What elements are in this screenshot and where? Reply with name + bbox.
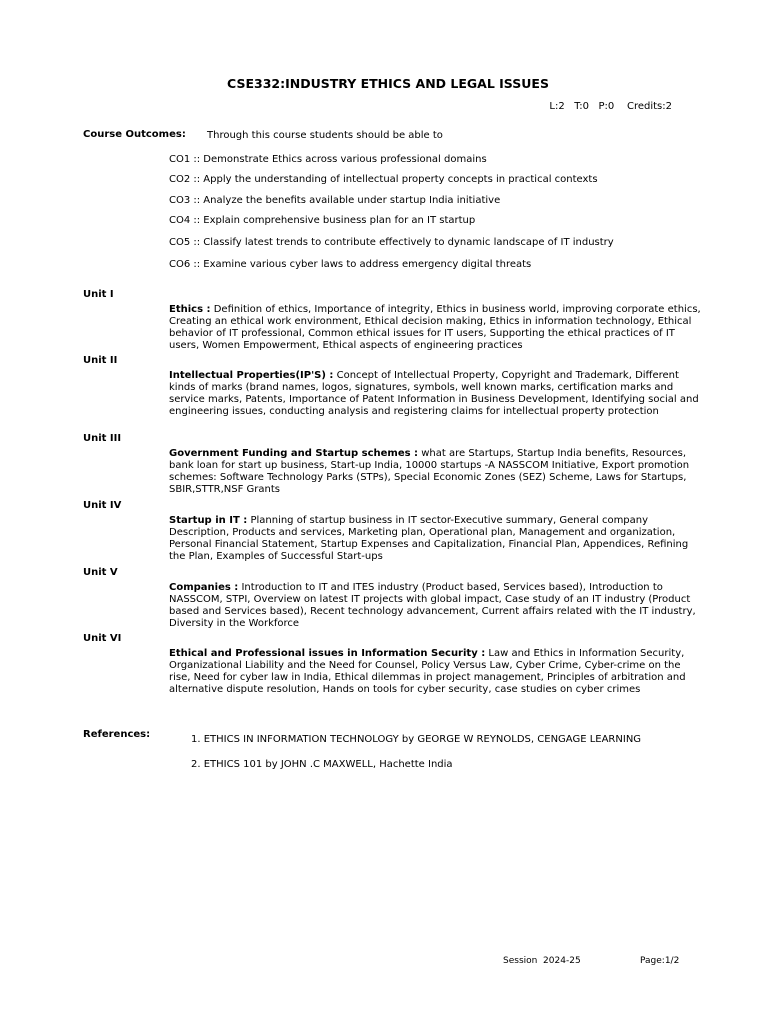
unit-label: Unit II: [83, 355, 118, 366]
course-outcome-item: CO5 :: Classify latest trends to contribute effectively to dynamic landscape of IT industry: [169, 237, 614, 248]
unit-label: Unit I: [83, 289, 114, 300]
unit-heading: Ethics :: [169, 304, 211, 315]
unit-text: Concept of Intellectual Property, Copyright and Trademark, Different kinds of marks (brand names, logos, signatures, symbols, well known marks, certification marks and service marks, Patents, Importance of Patent Information in Business Development, Identifying social and engineering issues, conducting analysis and registering claims for intellectual property protection: [169, 370, 699, 417]
reference-item: 2. ETHICS 101 by JOHN .C MAXWELL, Hachette India: [191, 759, 453, 770]
unit-label: Unit V: [83, 567, 118, 578]
credits-line: L:2 T:0 P:0 Credits:2: [549, 101, 672, 112]
unit-heading: Companies :: [169, 582, 239, 593]
unit-content: [169, 370, 701, 418]
unit-label: Unit VI: [83, 633, 122, 644]
unit-heading: Startup in IT :: [169, 515, 248, 526]
course-outcomes-intro: Through this course students should be able to: [207, 130, 443, 141]
unit-content: [169, 582, 701, 630]
unit-text: Definition of ethics, Importance of integrity, Ethics in business world, improving corporate ethics, Creating an ethical work environment, Ethical decision making, Ethics in information technology, Ethical behavior of IT professional, Common ethical issues for IT users, Supporting the ethical practices of IT users, Women Empowerment, Ethical aspects of engineering practices: [169, 304, 701, 351]
course-outcome-item: CO6 :: Examine various cyber laws to address emergency digital threats: [169, 259, 532, 270]
unit-text: Law and Ethics in Information Security, Organizational Liability and the Need for Counsel, Policy Versus Law, Cyber Crime, Cyber-crime on the rise, Need for cyber law in India, Ethical dilemmas in project management, Principles of arbitration and alternative dispute resolution, Hands on tools for cyber security, case studies on cyber crimes: [169, 648, 686, 695]
references-label: References:: [83, 729, 151, 740]
reference-item: 1. ETHICS IN INFORMATION TECHNOLOGY by GEORGE W REYNOLDS, CENGAGE LEARNING: [191, 734, 642, 745]
session-label: Session 2024-25: [503, 956, 581, 966]
unit-label: Unit IV: [83, 500, 122, 511]
unit-text: what are Startups, Startup India benefits, Resources, bank loan for start up business, Start-up India, 10000 startups -A NASSCOM Initiative, Export promotion schemes: Software Technology Parks (STPs), Special Economic Zones (SEZ) Scheme, Laws for Startups, SBIR,STTR,NSF Grants: [169, 448, 690, 495]
course-outcome-item: CO1 :: Demonstrate Ethics across various professional domains: [169, 154, 487, 165]
page-number: Page:1/2: [640, 956, 680, 966]
unit-text: Planning of startup business in IT sector-Executive summary, General company Description, Products and services, Marketing plan, Operational plan, Management and organization, Personal Financial Statement, Startup Expenses and Capitalization, Financial Plan, Appendices, Refining the Plan, Examples of Successful Start-ups: [169, 515, 689, 562]
unit-content: [169, 448, 701, 496]
course-outcomes-label: Course Outcomes:: [83, 129, 186, 140]
unit-heading: Government Funding and Startup schemes :: [169, 448, 419, 459]
unit-heading: Intellectual Properties(IP'S) :: [169, 370, 334, 381]
unit-content: [169, 515, 701, 563]
course-outcome-item: CO2 :: Apply the understanding of intellectual property concepts in practical contexts: [169, 174, 598, 185]
unit-heading: Ethical and Professional issues in Information Security :: [169, 648, 486, 659]
course-outcome-item: CO3 :: Analyze the benefits available under startup India initiative: [169, 195, 501, 206]
unit-content: [169, 304, 701, 352]
unit-content: [169, 648, 701, 696]
unit-label: Unit III: [83, 433, 122, 444]
course-title: CSE332:INDUSTRY ETHICS AND LEGAL ISSUES: [227, 76, 549, 91]
unit-text: Introduction to IT and ITES industry (Product based, Services based), Introduction to NASSCOM, STPI, Overview on latest IT projects with global impact, Case study of an IT industry (Product based and Services based), Recent technology advancement, Current affairs related with the IT industry, Diversity in the Workforce: [169, 582, 696, 629]
course-outcome-item: CO4 :: Explain comprehensive business plan for an IT startup: [169, 215, 476, 226]
